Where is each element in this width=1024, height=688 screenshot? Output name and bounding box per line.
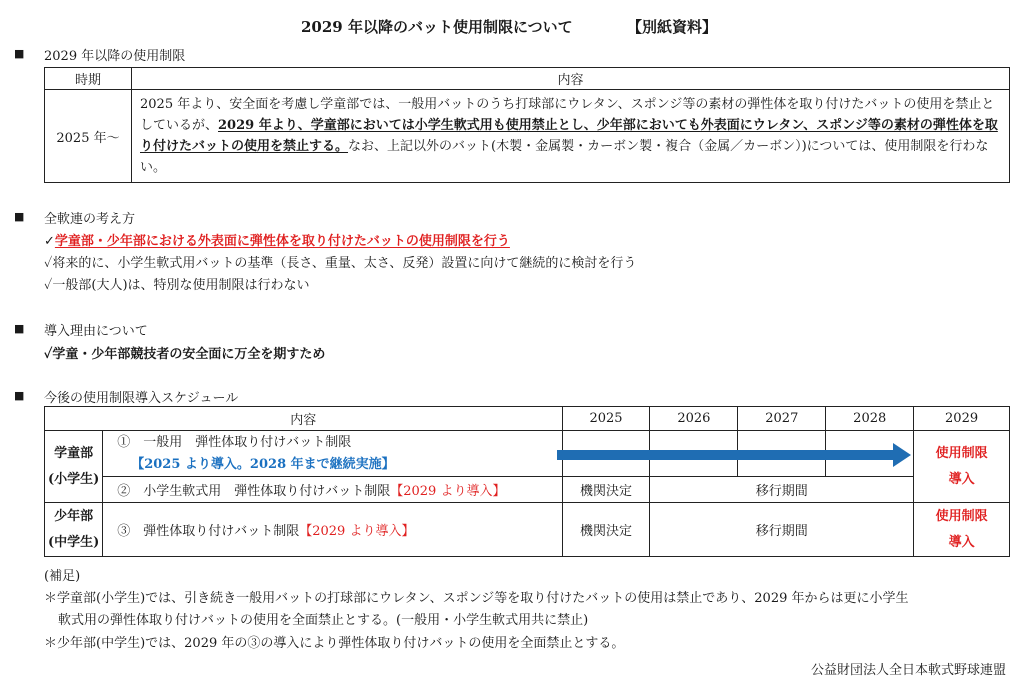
row3-result-line2: 導入	[948, 534, 975, 550]
group-junior-line1: 少年部	[54, 508, 94, 524]
section-heading-reason: 導入理由について	[44, 324, 148, 339]
col-header-year: 2029	[914, 407, 1010, 431]
arrow-right-icon	[557, 443, 911, 467]
row2-transition: 移行期間	[650, 477, 914, 503]
group-elementary-line2: (小学生)	[47, 471, 100, 487]
check-icon: ✓	[44, 234, 55, 249]
content-text-a: 2025 年より、安全面を考慮し学童部では、一般用バットのうち打球部にウレタン、スポンジ等の素材の弾性体を取り付けたバットの使用を禁止としているが、	[140, 97, 995, 133]
policy-item-2	[44, 252, 636, 271]
section-bullet: ■	[14, 210, 25, 223]
row1-note: 【2025 より導入。2028 年まで継続実施】	[131, 456, 395, 472]
check-icon: ✓	[44, 347, 53, 362]
policy-item-1-text: 学童部・少年部における外表面に弾性体を取り付けたバットの使用制限を行う	[54, 234, 510, 249]
restrictions-table	[44, 67, 1010, 183]
section-bullet: ■	[14, 322, 25, 335]
reason-item-1-text: 学童・少年部競技者の安全面に万全を期すため	[52, 347, 326, 362]
group-elementary-line1: 学童部	[54, 445, 94, 461]
row3-transition: 移行期間	[650, 503, 914, 557]
group-junior-line2: (中学生)	[47, 534, 100, 550]
col-header-year: 2027	[738, 407, 826, 431]
schedule-row-1	[103, 431, 562, 477]
note-2	[44, 632, 624, 651]
section-heading-restrictions: 2029 年以降の使用制限	[44, 49, 186, 64]
policy-item-3	[44, 274, 310, 293]
row-content	[132, 90, 1010, 183]
check-icon: ✓	[44, 278, 53, 293]
note-1-line-1	[44, 587, 909, 606]
col-header-year: 2028	[826, 407, 914, 431]
row2-note: 【2029 より導入】	[390, 484, 506, 499]
group-label-junior	[45, 503, 103, 557]
col-header-year: 2025	[562, 407, 650, 431]
section-bullet: ■	[14, 47, 25, 60]
document-tag: 【別紙資料】	[627, 18, 718, 36]
section-heading-policy: 全軟連の考え方	[44, 212, 136, 227]
row3-result-line1: 使用制限	[935, 508, 988, 524]
content-text-b: なお、上記以外のバット(木製・金属製・カーボン製・複合（金属／カーボン）)については、使用制限を行わない。	[140, 139, 989, 175]
organization-name: 公益財団法人全日本軟式野球連盟	[810, 663, 1006, 678]
row-period: 2025 年〜	[45, 90, 132, 183]
content-text-bold: 2029 年より、学童部においては小学生軟式用も使用禁止とし、少年部においても外表面にウレタン、スポンジ等の素材の弾性体を取り付けたバットの使用を禁止する。	[140, 118, 998, 154]
row1-result	[914, 431, 1010, 503]
row3-note: 【2029 より導入】	[299, 524, 415, 539]
reason-item-1	[44, 343, 325, 362]
schedule-table	[44, 406, 1010, 557]
row2-decision: 機関決定	[562, 477, 650, 503]
row3-text: ③ 弾性体取り付けバット制限	[117, 524, 300, 539]
row1-text: ① 一般用 弾性体取り付けバット制限	[117, 434, 352, 450]
col-header-content: 内容	[45, 407, 563, 431]
schedule-row-3	[103, 503, 562, 557]
row2-text: ② 小学生軟式用 弾性体取り付けバット制限	[117, 484, 391, 499]
col-header-content: 内容	[132, 68, 1010, 90]
row3-decision: 機関決定	[562, 503, 650, 557]
schedule-row-2	[103, 477, 562, 503]
policy-item-2-text: 将来的に、小学生軟式用バットの基準（長さ、重量、太さ、反発）設置に向けて継続的に検討を行う	[52, 256, 637, 271]
col-header-period: 時期	[45, 68, 132, 90]
section-heading-schedule: 今後の使用制限導入スケジュール	[44, 391, 239, 406]
group-label-elementary	[45, 431, 103, 503]
note-2-text: 少年部(中学生)では、2029 年の③の導入により弾性体取り付けバットの使用を全面禁止とする。	[57, 636, 625, 651]
note-1-line-1-text: 学童部(小学生)では、引き続き一般用バットの打球部にウレタン、スポンジ等を取り付けたバットの使用は禁止であり、2029 年からは更に小学生	[57, 591, 909, 606]
note-1-line-2: 軟式用の弾性体取り付けバットの使用を全面禁止とする。(一般用・小学生軟式用共に禁止)	[58, 613, 589, 628]
page-title: 2029 年以降のバット使用制限について	[301, 18, 573, 36]
asterisk-icon: ＊	[44, 636, 58, 651]
row3-result	[914, 503, 1010, 557]
row1-result-line1: 使用制限	[935, 445, 988, 461]
section-bullet: ■	[14, 389, 25, 402]
col-header-year: 2026	[650, 407, 738, 431]
notes-heading: (補足)	[44, 569, 81, 584]
check-icon: ✓	[44, 256, 53, 271]
timeline-arrow	[557, 443, 911, 467]
asterisk-icon: ＊	[44, 591, 58, 606]
row1-result-line2: 導入	[948, 471, 975, 487]
policy-item-1	[44, 230, 510, 249]
policy-item-3-text: 一般部(大人)は、特別な使用制限は行わない	[52, 278, 310, 293]
